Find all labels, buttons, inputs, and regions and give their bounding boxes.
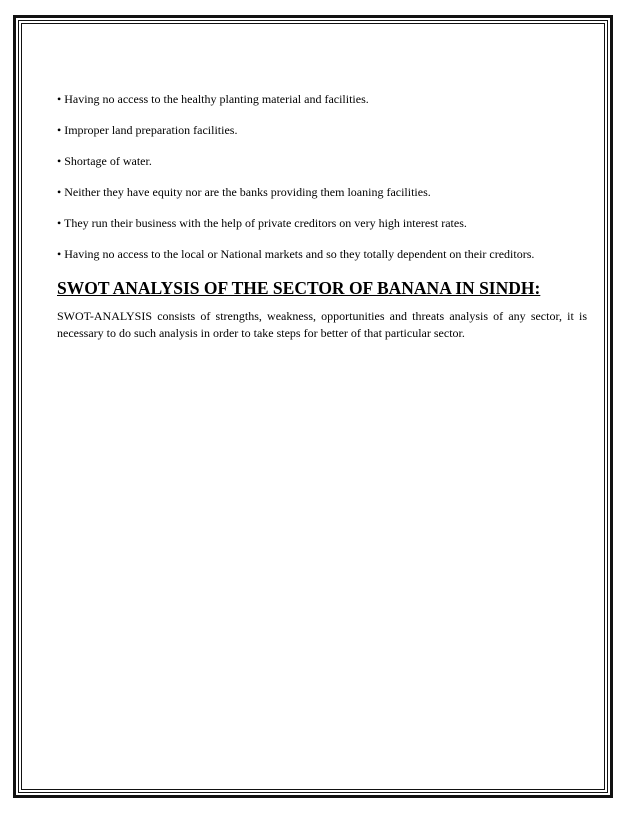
page-content [57, 92, 587, 342]
bullet-private-creditors: • They run their business with the help of private creditors on very high interest rates. [57, 216, 467, 230]
section-paragraph: SWOT-ANALYSIS consists of strengths, weakness, opportunities and threats analysis of any sector, it is necessary to do such analysis in order to take steps for better of that particular sector. [57, 309, 587, 340]
bullet-equity-loans: • Neither they have equity nor are the banks providing them loaning facilities. [57, 185, 431, 199]
bullet-land-preparation: • Improper land preparation facilities. [57, 123, 238, 137]
section-heading: SWOT ANALYSIS OF THE SECTOR OF BANANA IN SINDH: [57, 278, 541, 298]
bullet-water-shortage: • Shortage of water. [57, 154, 152, 168]
bullet-market-access: • Having no access to the local or National markets and so they totally dependent on their creditors. [57, 247, 535, 261]
bullet-planting-material: • Having no access to the healthy planting material and facilities. [57, 92, 369, 106]
